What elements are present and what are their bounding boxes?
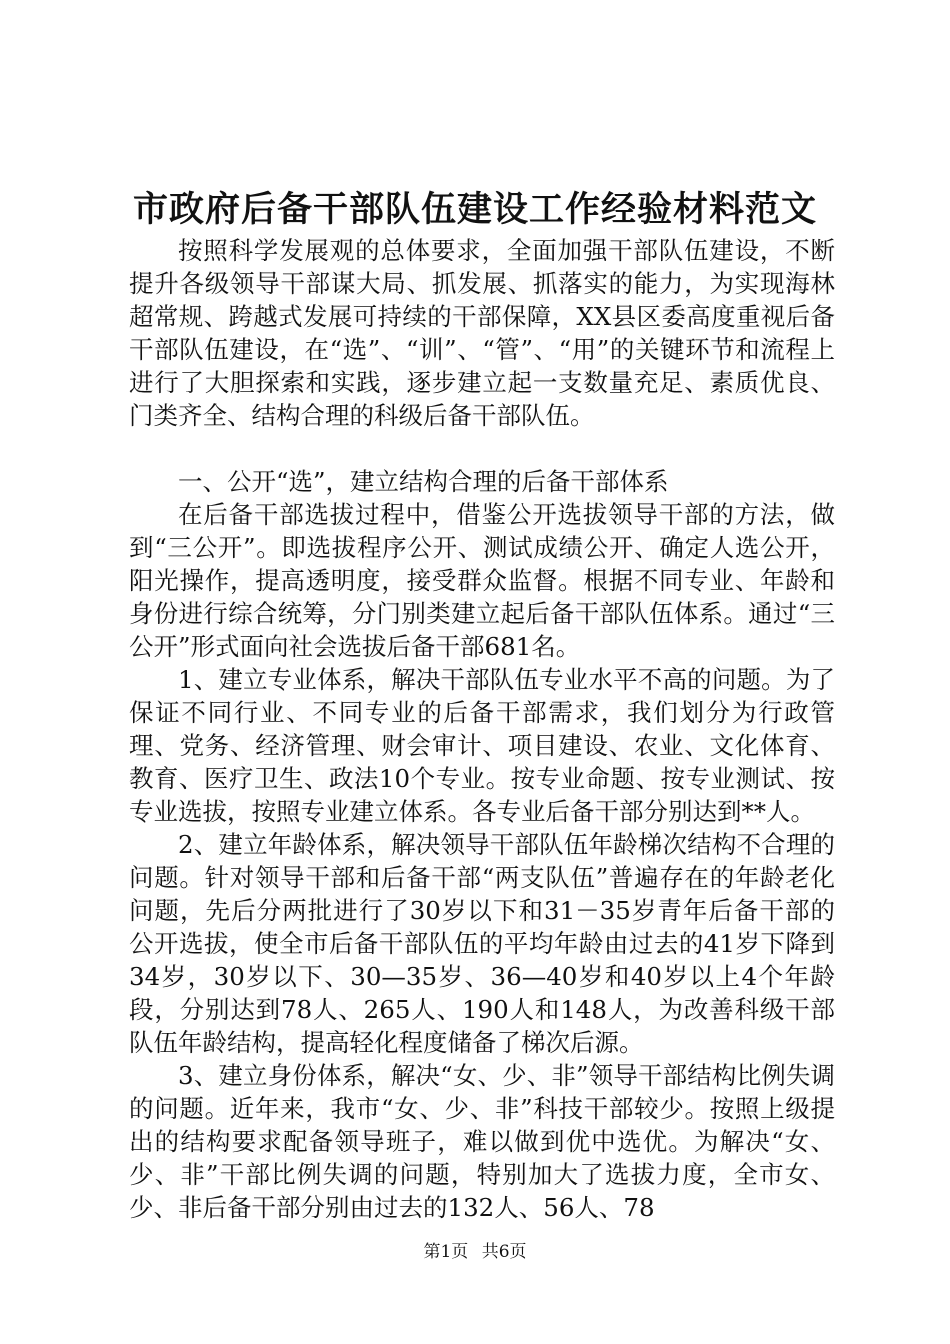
body-paragraph: 3、建立身份体系，解决“女、少、非”领导干部结构比例失调的问题。近年来，我市“女、少、非”科技干部较少。按照上级提出的结构要求配备领导班子，难以做到优中选优。为解决“女、少、非”干部比例失调的问题，特别加大了选拔力度，全市女、少、非后备干部分别由过去的132人、56人、78 xyxy=(129,1061,835,1222)
page-number: 第1页 xyxy=(423,1242,469,1262)
intro-paragraph: 按照科学发展观的总体要求，全面加强干部队伍建设，不断提升各级领导干部谋大局、抓发展、抓落实的能力，为实现海林超常规、跨越式发展可持续的干部保障，XX县区委高度重视后备干部队伍建设，在“选”、“训”、“管”、“用”的关键环节和流程上进行了大胆探索和实践，逐步建立起一支数量充足、素质优良、门类齐全、结构合理的科级后备干部队伍。 xyxy=(129,236,835,430)
body-paragraph: 2、建立年龄体系，解决领导干部队伍年龄梯次结构不合理的问题。针对领导干部和后备干部“两支队伍”普遍存在的年龄老化问题，先后分两批进行了30岁以下和31－35岁青年后备干部的公开选拔，使全市后备干部队伍的平均年龄由过去的41岁下降到34岁，30岁以下、30—35岁、36—40岁和40岁以上4个年龄段，分别达到78人、265人、190人和148人，为改善科级干部队伍年龄结构，提高轻化程度储备了梯次后源。 xyxy=(129,830,835,1057)
body-paragraph: 在后备干部选拔过程中，借鉴公开选拔领导干部的方法，做到“三公开”。即选拔程序公开、测试成绩公开、确定人选公开，阳光操作，提高透明度，接受群众监督。根据不同专业、年龄和身份进行综合统筹，分门别类建立起后备干部队伍体系。通过“三公开”形式面向社会选拔后备干部681名。 xyxy=(129,500,835,661)
page-footer xyxy=(0,1240,950,1264)
page-total: 共6页 xyxy=(481,1242,527,1262)
body-paragraph: 1、建立专业体系，解决干部队伍专业水平不高的问题。为了保证不同行业、不同专业的后备干部需求，我们划分为行政管理、党务、经济管理、财会审计、项目建设、农业、文化体育、教育、医疗卫生、政法10个专业。按专业命题、按专业测试、按专业选拔，按照专业建立体系。各专业后备干部分别达到**人。 xyxy=(129,665,835,826)
document-body xyxy=(129,234,835,1224)
paragraph-spacer xyxy=(129,432,835,465)
document-title: 市政府后备干部队伍建设工作经验材料范文 xyxy=(132,189,817,230)
section-heading: 一、公开“选”，建立结构合理的后备干部体系 xyxy=(178,467,669,496)
